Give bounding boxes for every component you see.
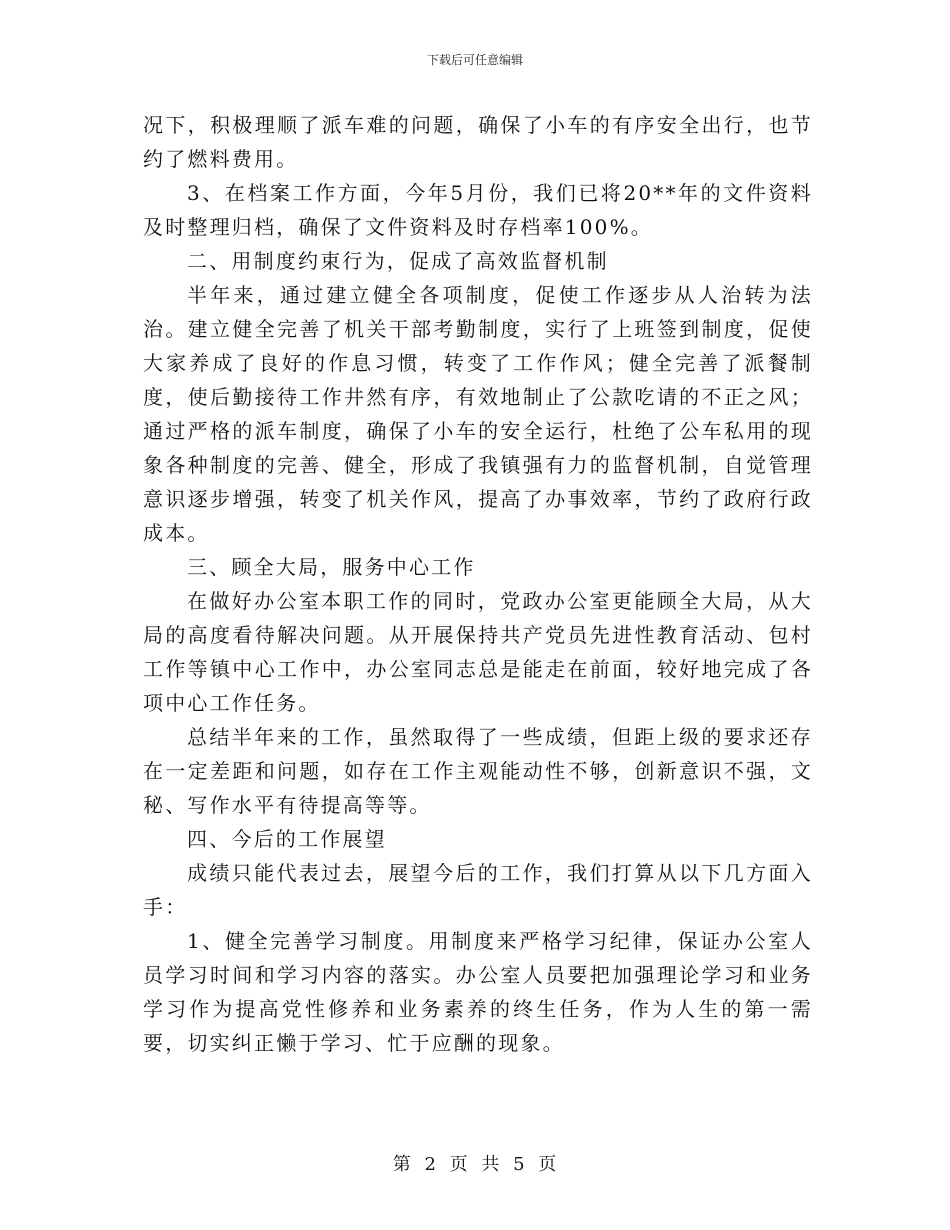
document-body (143, 108, 813, 1060)
paragraph: 总结半年来的工作，虽然取得了一些成绩，但距上级的要求还存在一定差距和问题，如存在工作主观能动性不够，创新意识不强，文秘、写作水平有待提高等等。 (143, 725, 813, 817)
page-footer: 第 2 页 共 5 页 (392, 1154, 558, 1175)
paragraph: 在做好办公室本职工作的同时，党政办公室更能顾全大局，从大局的高度看待解决问题。从开展保持共产党员先进性教育活动、包村工作等镇中心工作中，办公室同志总是能走在前面，较好地完成了各项中心工作任务。 (143, 589, 813, 715)
page-header: 下载后可任意编辑 (426, 53, 523, 67)
section-heading: 四、今后的工作展望 (187, 827, 387, 851)
paragraph: 半年来，通过建立健全各项制度，促使工作逐步从人治转为法治。建立健全完善了机关干部考勤制度，实行了上班签到制度，促使大家养成了良好的作息习惯，转变了工作作风；健全完善了派餐制度，使后勤接待工作井然有序，有效地制止了公款吃请的不正之风；通过严格的派车制度，确保了小车的安全运行，杜绝了公车私用的现象各种制度的完善、健全，形成了我镇强有力的监督机制，自觉管理意识逐步增强，转变了机关作风，提高了办事效率，节约了政府行政成本。 (143, 283, 813, 545)
section-heading: 三、顾全大局，服务中心工作 (187, 555, 476, 579)
paragraph: 1、健全完善学习制度。用制度来严格学习纪律，保证办公室人员学习时间和学习内容的落实。办公室人员要把加强理论学习和业务学习作为提高党性修养和业务素养的终生任务，作为人生的第一需要，切实纠正懒于学习、忙于应酬的现象。 (143, 929, 813, 1055)
paragraph: 3、在档案工作方面，今年5月份，我们已将20**年的文件资料及时整理归档，确保了文件资料及时存档率100%。 (143, 181, 813, 239)
paragraph: 成绩只能代表过去，展望今后的工作，我们打算从以下几方面入手： (143, 861, 813, 919)
section-heading: 二、用制度约束行为，促成了高效监督机制 (187, 249, 609, 273)
paragraph: 况下，积极理顺了派车难的问题，确保了小车的有序安全出行，也节约了燃料费用。 (143, 113, 813, 171)
